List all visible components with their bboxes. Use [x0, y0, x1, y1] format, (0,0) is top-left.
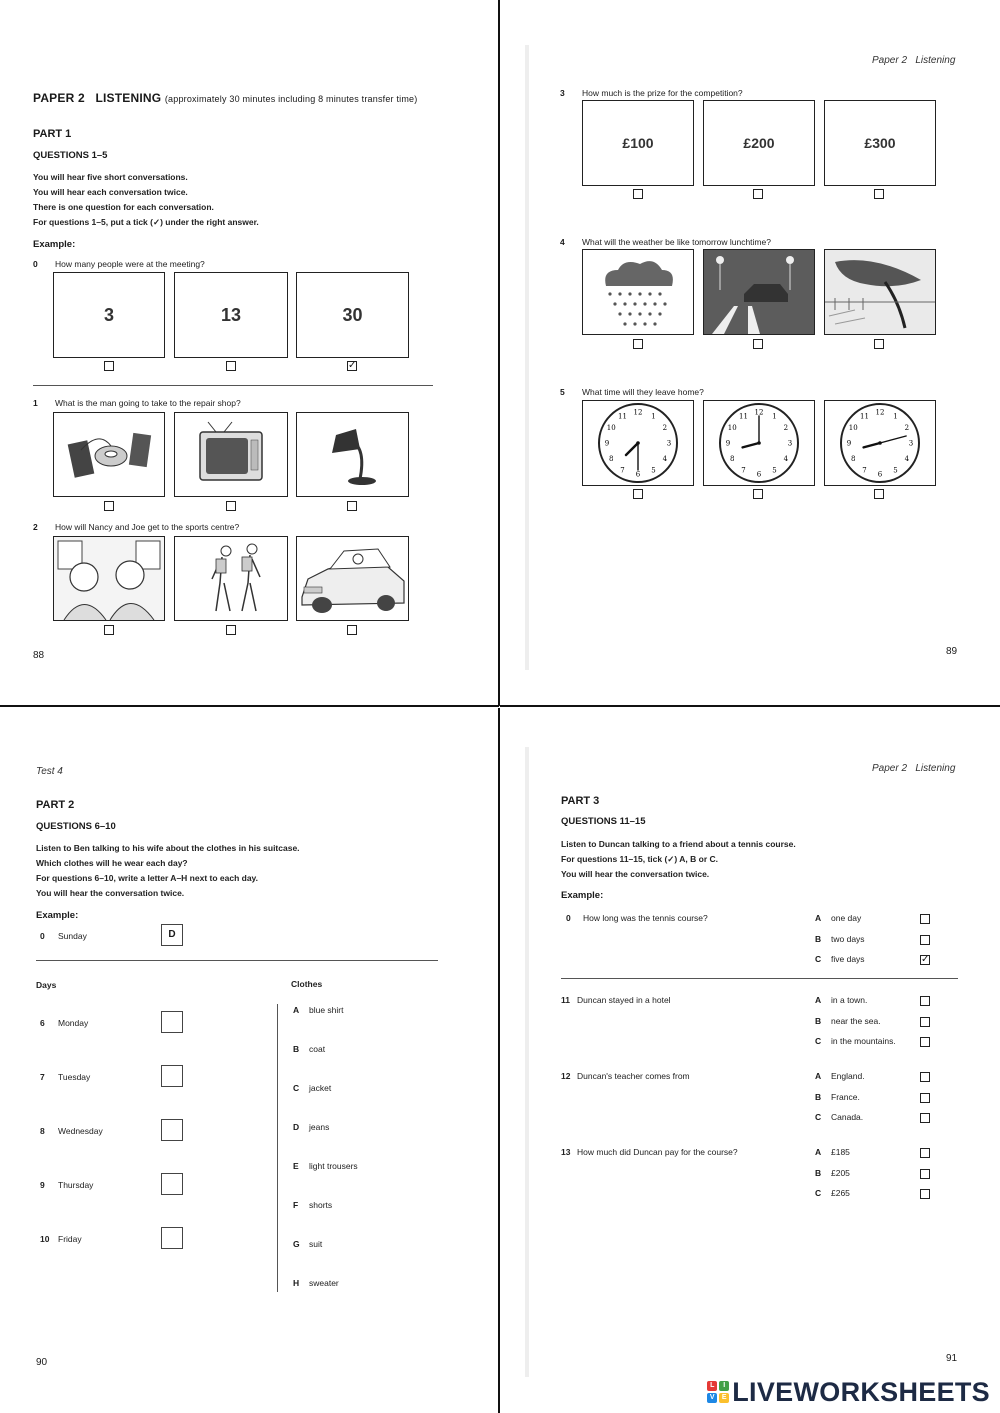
q3-checkbox-c[interactable] — [874, 189, 884, 199]
option-checkbox[interactable] — [920, 1017, 930, 1027]
q5-number: 5 — [560, 387, 565, 397]
option-letter: B — [815, 1167, 822, 1178]
q4-text: What will the weather be like tomorrow lunchtime? — [582, 237, 771, 247]
page-91 — [500, 707, 1000, 1413]
option-letter: B — [815, 1015, 822, 1026]
q4-number: 4 — [560, 237, 565, 247]
binding-shadow — [525, 45, 529, 670]
q4-checkbox-b[interactable] — [753, 339, 763, 349]
option-text: five days — [831, 954, 865, 964]
day-number: 8 — [40, 1126, 45, 1136]
q1-number: 1 — [33, 398, 38, 408]
day-number: 10 — [40, 1234, 50, 1244]
option-checkbox[interactable] — [920, 935, 930, 945]
clock-numeral: 10 — [727, 424, 737, 432]
brand-name: LIVEWORKSHEETS — [732, 1376, 990, 1407]
option-checkbox[interactable] — [920, 996, 930, 1006]
q4-option-a-rain — [582, 249, 694, 335]
clock-numeral: 2 — [904, 424, 910, 432]
page-number-89: 89 — [946, 646, 958, 657]
day-answer-box[interactable] — [161, 1119, 183, 1141]
example-day: Sunday — [58, 931, 87, 941]
option-text: in a town. — [831, 995, 868, 1005]
q0-option-a: 3 — [53, 272, 165, 358]
example-number: 0 — [40, 931, 45, 941]
clock-numeral: 3 — [787, 439, 793, 448]
question-number: 0 — [566, 913, 571, 923]
clothes-header: Clothes — [291, 979, 323, 989]
clothes-letter: G — [293, 1239, 300, 1249]
example-label: Example: — [561, 890, 604, 901]
clock-numeral: 12 — [633, 408, 643, 417]
question-text: Duncan's teacher comes from — [577, 1071, 690, 1081]
option-letter: B — [815, 1091, 822, 1102]
q1-option-b-television — [174, 412, 288, 497]
clock-numeral: 10 — [606, 424, 616, 432]
windy-tree-icon — [825, 250, 935, 334]
q3-number: 3 — [560, 88, 565, 98]
clock-numeral: 9 — [846, 439, 852, 448]
clock-numeral: 4 — [904, 455, 910, 463]
walking-people-icon — [186, 539, 276, 619]
option-checkbox[interactable]: ✓ — [921, 954, 930, 965]
clock-numeral: 7 — [620, 466, 625, 475]
option-text: in the mountains. — [831, 1036, 896, 1046]
day-answer-box[interactable] — [161, 1011, 183, 1033]
q3-checkbox-b[interactable] — [753, 189, 763, 199]
clothes-letter: E — [293, 1161, 299, 1171]
running-head: Paper 2 Listening — [872, 763, 956, 774]
option-checkbox[interactable] — [920, 1169, 930, 1179]
example-separator — [36, 960, 438, 961]
day-label: Tuesday — [58, 1072, 91, 1082]
clock-numeral: 7 — [741, 466, 746, 475]
cd-player-icon — [59, 420, 159, 490]
q2-checkbox-c[interactable] — [347, 625, 357, 635]
clock-numeral: 2 — [662, 424, 668, 432]
question-text: How long was the tennis course? — [583, 913, 708, 923]
clothes-letter: C — [293, 1083, 300, 1093]
q1-checkbox-a[interactable] — [104, 501, 114, 511]
q5-option-a-clock — [582, 400, 694, 486]
clothes-letter: H — [293, 1278, 300, 1288]
day-number: 6 — [40, 1018, 45, 1028]
clothes-item: sweater — [309, 1278, 339, 1288]
clock-numeral: 8 — [850, 455, 856, 463]
clock-numeral: 6 — [877, 470, 883, 479]
clock-numeral: 9 — [725, 439, 731, 448]
running-head: Paper 2 Listening — [872, 55, 956, 66]
paper-heading: PAPER 2 LISTENING (approximately 30 minutes including 8 minutes transfer time) — [33, 91, 418, 105]
q0-text: How many people were at the meeting? — [55, 259, 205, 269]
question-text: How much did Duncan pay for the course? — [577, 1147, 738, 1157]
clock-numeral: 11 — [860, 412, 869, 421]
q2-option-a-bus — [53, 536, 165, 621]
option-letter: C — [815, 1036, 822, 1046]
q5-text: What time will they leave home? — [582, 387, 704, 397]
clock-numeral: 12 — [754, 408, 764, 417]
option-checkbox[interactable] — [920, 1072, 930, 1082]
clock-numeral: 5 — [772, 466, 777, 475]
q1-checkbox-c[interactable] — [347, 501, 357, 511]
clock-numeral: 9 — [604, 439, 610, 448]
binding-shadow — [525, 747, 529, 1377]
clock-numeral: 8 — [608, 455, 614, 463]
page-number-91: 91 — [946, 1353, 958, 1364]
page-89 — [500, 0, 1000, 705]
clothes-item: light trousers — [309, 1161, 358, 1171]
page-number-88: 88 — [33, 650, 45, 661]
clothes-letter: A — [293, 1005, 300, 1015]
example-label: Example: — [33, 239, 76, 250]
clock-numeral: 1 — [893, 412, 898, 421]
clock-numeral: 1 — [772, 412, 777, 421]
day-number: 7 — [40, 1072, 45, 1082]
q4-checkbox-c[interactable] — [874, 339, 884, 349]
clothes-item: jacket — [309, 1083, 332, 1093]
television-icon — [186, 420, 276, 490]
q2-checkbox-a[interactable] — [104, 625, 114, 635]
option-text: £265 — [831, 1188, 850, 1198]
option-letter: B — [815, 933, 822, 944]
clock-numeral: 7 — [862, 466, 867, 475]
option-text: England. — [831, 1071, 865, 1081]
clock-numeral: 10 — [848, 424, 858, 432]
clock-icon — [595, 400, 681, 486]
day-answer-box[interactable] — [161, 1065, 183, 1087]
option-text: one day — [831, 913, 862, 923]
page-number-90: 90 — [36, 1357, 48, 1368]
running-head: Test 4 — [36, 766, 63, 777]
bus-passengers-icon — [54, 537, 164, 620]
q1-option-c-lamp — [296, 412, 409, 497]
page-88 — [0, 0, 498, 705]
question-number: 13 — [561, 1147, 571, 1157]
q0-checkbox-a[interactable] — [104, 361, 114, 371]
q5-checkbox-a[interactable] — [633, 489, 643, 499]
q3-option-b: £200 — [703, 100, 815, 186]
clock-numeral: 11 — [618, 412, 627, 421]
q2-checkbox-b[interactable] — [226, 625, 236, 635]
q0-checkbox-b[interactable] — [226, 361, 236, 371]
part-title: PART 1 — [33, 128, 72, 140]
option-checkbox[interactable] — [920, 1148, 930, 1158]
clock-numeral: 2 — [783, 424, 789, 432]
day-answer-box[interactable] — [161, 1173, 183, 1195]
q2-option-c-car — [296, 536, 409, 621]
clothes-letter: D — [293, 1122, 300, 1132]
option-letter: C — [815, 1188, 822, 1198]
q1-text: What is the man going to take to the repair shop? — [55, 398, 241, 408]
option-text: £185 — [831, 1147, 850, 1157]
q3-text: How much is the prize for the competition? — [582, 88, 743, 98]
page-90 — [0, 707, 498, 1413]
instructions: You will hear five short conversations. You will hear each conversation twice. There is one question for each conversation. For questions 1–5, put a tick (✓) under the right answer. — [33, 172, 259, 227]
q3-option-c: £300 — [824, 100, 936, 186]
desk-lamp-icon — [308, 419, 398, 491]
example-separator — [561, 978, 958, 979]
option-letter: A — [815, 1071, 822, 1081]
clothes-item: blue shirt — [309, 1005, 344, 1015]
part-title: PART 3 — [561, 795, 600, 807]
q0-checkbox-c[interactable]: ✓ — [348, 360, 357, 371]
clock-numeral: 4 — [662, 455, 668, 463]
clock-numeral: 1 — [651, 412, 656, 421]
q4-option-c-wind — [824, 249, 936, 335]
q2-number: 2 — [33, 522, 38, 532]
clothes-item: shorts — [309, 1200, 333, 1210]
clothes-item: coat — [309, 1044, 326, 1054]
option-checkbox[interactable] — [920, 914, 930, 924]
clock-center — [757, 441, 761, 445]
clothes-letter: B — [293, 1044, 300, 1054]
option-checkbox[interactable] — [920, 1113, 930, 1123]
example-separator — [33, 385, 433, 386]
clock-numeral: 4 — [783, 455, 789, 463]
question-number: 11 — [561, 995, 570, 1005]
clock-numeral: 12 — [875, 408, 885, 417]
option-letter: A — [815, 1147, 822, 1157]
days-header: Days — [36, 980, 57, 990]
instructions: Listen to Duncan talking to a friend about a tennis course. For questions 11–15, tick (✓) A, B or C. You will hear the conversation twice. — [561, 839, 796, 879]
questions-range: QUESTIONS 6–10 — [36, 821, 116, 832]
q5-checkbox-c[interactable] — [874, 489, 884, 499]
q4-option-b-fog — [703, 249, 815, 335]
option-letter: A — [815, 995, 822, 1005]
option-text: two days — [831, 933, 865, 944]
clock-center — [636, 441, 640, 445]
q0-number: 0 — [33, 259, 38, 269]
option-letter: C — [815, 1112, 822, 1122]
option-letter: C — [815, 954, 822, 964]
question-text: Duncan stayed in a hotel — [577, 995, 671, 1005]
questions-range: QUESTIONS 1–5 — [33, 150, 108, 161]
q1-checkbox-b[interactable] — [226, 501, 236, 511]
q0-option-c: 30 — [296, 272, 409, 358]
instructions: Listen to Ben talking to his wife about the clothes in his suitcase. Which clothes will he wear each day? For questions 6–10, write a letter A–H next to each day. You will hear the conversation twice. — [36, 843, 300, 898]
clothes-item: jeans — [309, 1122, 330, 1132]
clock-numeral: 3 — [908, 439, 914, 448]
q1-option-a-cd-player — [53, 412, 165, 497]
part-title: PART 2 — [36, 799, 75, 811]
clock-numeral: 11 — [739, 412, 748, 421]
clock-numeral: 5 — [651, 466, 656, 475]
option-checkbox[interactable] — [920, 1037, 930, 1047]
option-checkbox[interactable] — [920, 1093, 930, 1103]
logo-mark: L I V E — [707, 1381, 729, 1403]
clock-numeral: 6 — [756, 470, 762, 479]
clothes-letter: F — [293, 1200, 299, 1210]
q3-option-a: £100 — [582, 100, 694, 186]
day-label: Monday — [58, 1018, 89, 1028]
q0-option-b: 13 — [174, 272, 288, 358]
q2-text: How will Nancy and Joe get to the sports centre? — [55, 522, 240, 532]
clock-numeral: 6 — [635, 470, 641, 479]
option-text: near the sea. — [831, 1015, 881, 1026]
clock-numeral: 8 — [729, 455, 735, 463]
car-icon — [298, 539, 408, 619]
option-text: France. — [831, 1091, 860, 1102]
day-answer-box[interactable] — [161, 1227, 183, 1249]
q5-checkbox-b[interactable] — [753, 489, 763, 499]
q3-checkbox-a[interactable] — [633, 189, 643, 199]
q5-option-c-clock — [824, 400, 936, 486]
option-text: £205 — [831, 1167, 850, 1178]
option-text: Canada. — [831, 1112, 864, 1122]
foggy-road-icon — [704, 250, 814, 334]
questions-range: QUESTIONS 11–15 — [561, 816, 646, 827]
day-number: 9 — [40, 1180, 45, 1190]
clock-numeral: 3 — [666, 439, 672, 448]
example-answer-box: D — [161, 924, 183, 946]
clothes-divider — [277, 1004, 278, 1292]
option-letter: A — [815, 913, 822, 923]
q2-option-b-walking — [174, 536, 288, 621]
day-label: Wednesday — [58, 1126, 103, 1136]
clock-icon — [837, 400, 923, 486]
clock-icon — [716, 400, 802, 486]
rain-cloud-icon — [588, 252, 688, 332]
clock-numeral: 5 — [893, 466, 898, 475]
liveworksheets-logo — [707, 1377, 990, 1407]
clothes-item: suit — [309, 1239, 323, 1249]
question-number: 12 — [561, 1071, 571, 1081]
q5-option-b-clock — [703, 400, 815, 486]
clock-center — [878, 441, 882, 445]
day-label: Friday — [58, 1234, 82, 1244]
option-checkbox[interactable] — [920, 1189, 930, 1199]
example-label: Example: — [36, 910, 79, 921]
q4-checkbox-a[interactable] — [633, 339, 643, 349]
day-label: Thursday — [58, 1180, 94, 1190]
